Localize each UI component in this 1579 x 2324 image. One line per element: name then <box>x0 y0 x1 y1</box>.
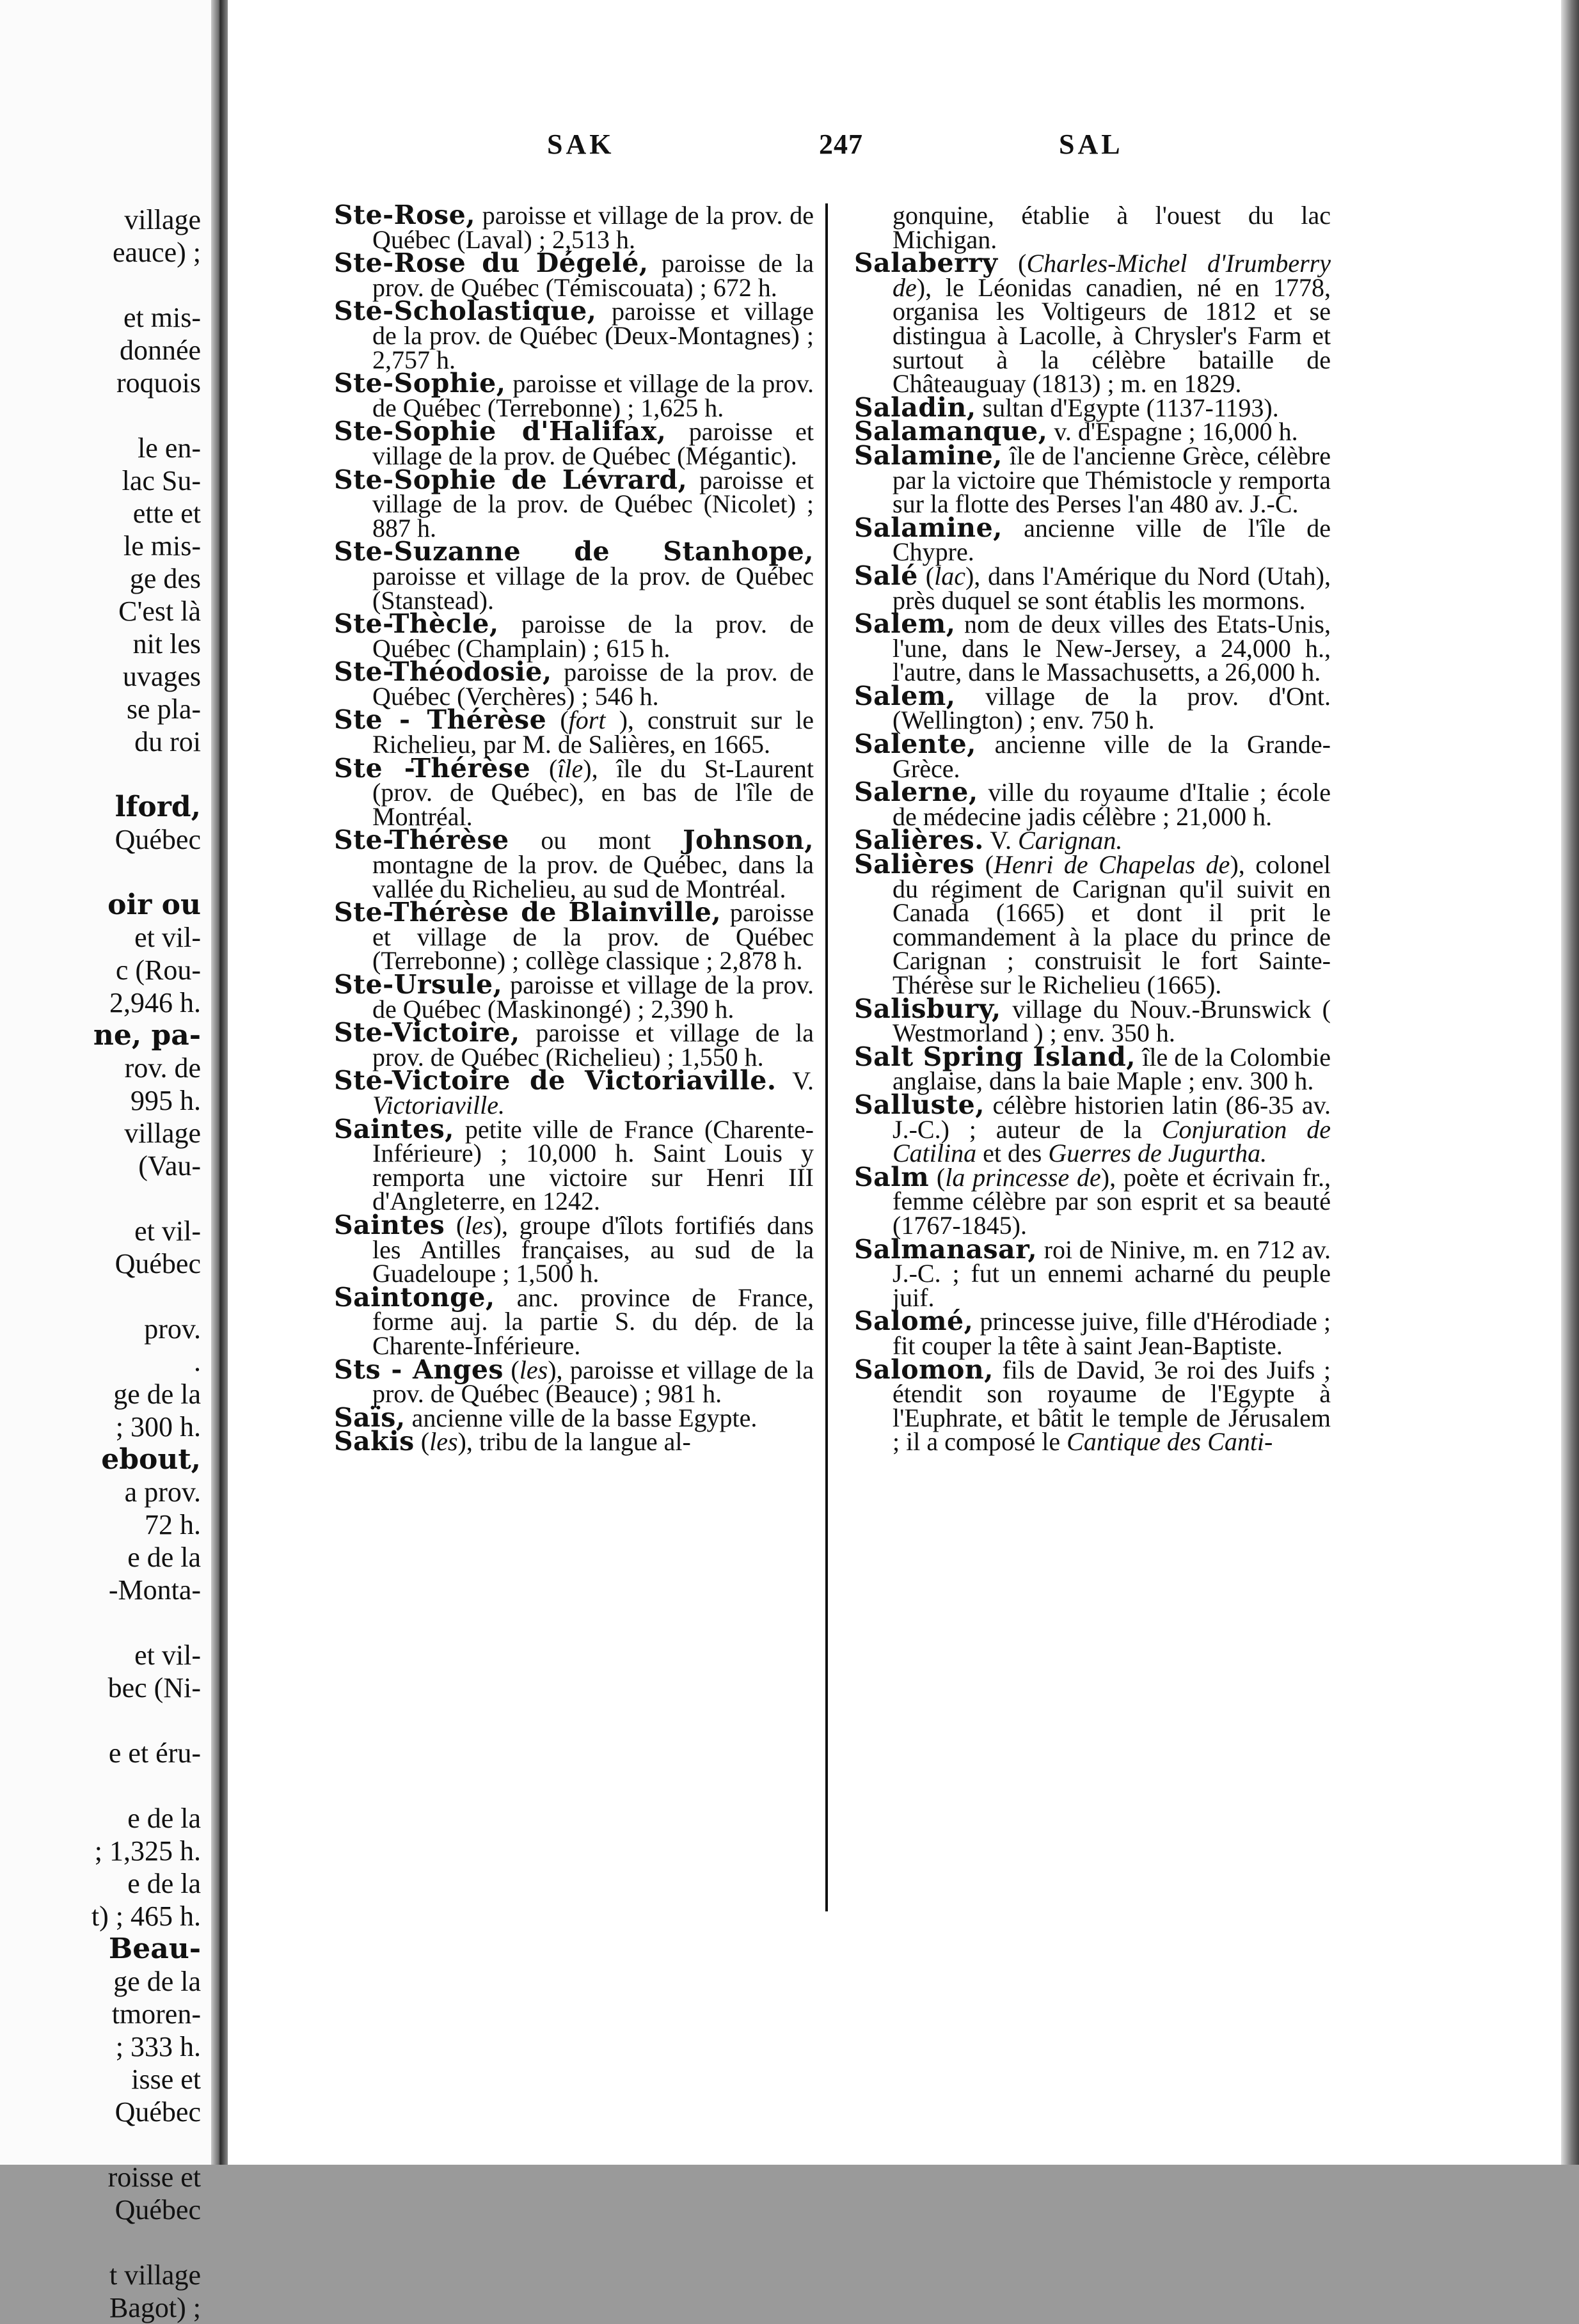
facing-page-line: e de la <box>127 1542 201 1573</box>
entry-headword: Ste-Rose du Dégelé, <box>334 248 649 279</box>
dictionary-entry <box>334 368 814 422</box>
facing-page-line: roquois <box>116 367 201 399</box>
dictionary-entry <box>334 1113 814 1216</box>
entry-text: célèbre historien latin (86-35 av. J.-C.) ; auteur de la <box>893 1090 1331 1144</box>
facing-page-line: (Vau- <box>138 1150 201 1182</box>
entry-text: ), dans l'Amérique du Nord (Utah), près duquel se sont établis les mormons. <box>893 561 1331 615</box>
facing-page-line: Québec <box>115 1248 201 1279</box>
facing-page-line: et vil- <box>134 922 201 953</box>
entry-text: ), construit sur le Richelieu, par M. de Salières, en 1665. <box>372 706 814 759</box>
entry-headword: Salluste, <box>854 1089 985 1120</box>
facing-page-line: isse et <box>131 2064 201 2095</box>
entry-headword: Ste-Victoire de Victoriaville. <box>334 1065 777 1096</box>
facing-page-line: ; 300 h. <box>115 1411 201 1443</box>
facing-page-line: le mis- <box>123 530 201 562</box>
entry-italic: Carignan. <box>1017 826 1123 855</box>
facing-page-line: ge de la <box>113 1966 201 1997</box>
entry-headword: Ste-Sophie de Lévrard, <box>334 464 688 495</box>
facing-page-fragment <box>0 0 211 2323</box>
dictionary-entry <box>854 849 1331 999</box>
guide-word-left: SAK <box>547 129 615 160</box>
dictionary-entry <box>334 296 814 374</box>
facing-page-line: 2,946 h. <box>109 987 201 1018</box>
dictionary-entry <box>854 560 1331 615</box>
entry-text: ou mont <box>509 826 683 855</box>
entry-headword: Ste-Scholastique, <box>334 296 597 327</box>
facing-page-line: village <box>124 1118 201 1149</box>
facing-page-line: eauce) ; <box>113 237 201 268</box>
entry-text: paroisse de la prov. de Québec (Verchères) ; 546 h. <box>372 658 814 711</box>
entry-text: gonquine, établie à l'ouest du lac Michigan. <box>893 201 1331 254</box>
entry-text: ( <box>546 706 569 735</box>
entry-text: ), le Léonidas canadien, né en 1778, organisa les Voltigeurs de 1812 et se distingua à Lacolle, à Chrysler's Farm et surtout à la célèbre bataille de Châteauguay (1813) ; m. en 1829. <box>893 273 1331 399</box>
facing-page-line: Bagot) ; <box>109 2292 201 2323</box>
entry-headword: Salomé, <box>854 1306 974 1337</box>
facing-page-line: Québec <box>115 2194 201 2225</box>
entry-italic: la princesse de <box>945 1162 1101 1192</box>
entry-text: nom de deux villes des Etats-Unis, l'une, dans le New-Jersey, a 24,000 h., l'autre, dans le Massachusetts, a 26,000 h. <box>893 610 1331 687</box>
facing-page-line: e de la <box>127 1868 201 1899</box>
entry-text: V. <box>983 826 1018 855</box>
entry-headword: Salerne, <box>854 777 978 808</box>
entry-headword: Ste-Sophie d'Halifax, <box>334 416 667 447</box>
facing-page-line <box>91 1769 201 1802</box>
facing-page-line: . <box>194 1346 201 1377</box>
entry-headword: Saintes <box>334 1209 445 1240</box>
facing-page-line: lford, <box>115 791 201 823</box>
dictionary-entry <box>334 608 814 663</box>
entry-text: ), île du St-Laurent (prov. de Québec), en bas de l'île de Montréal. <box>372 754 814 831</box>
dictionary-entry <box>334 1065 814 1119</box>
entry-text: village du Nouv.-Brunswick ( Westmorland ) ; env. 350 h. <box>893 994 1331 1048</box>
facing-page-line: a prov. <box>124 1476 201 1508</box>
entry-italic: Conjuration de Catilina <box>893 1114 1331 1168</box>
entry-text: paroisse et village de la prov. de Québec (Mégantic). <box>372 417 814 470</box>
entry-italic: Victoriaville. <box>372 1090 505 1119</box>
entry-text: ), colonel du régiment de Carignan qu'il suivit en Canada (1665) et dont il prit le commandement à la place du prince de Carignan ; construisit le fort Sainte-Thérèse sur le Richelieu (1665). <box>893 850 1331 999</box>
entry-headword: Salt Spring Island, <box>854 1041 1136 1072</box>
facing-page-line: nit les <box>132 628 201 660</box>
entry-text: paroisse de la prov. de Québec (Témiscouata) ; 672 h. <box>372 249 814 302</box>
entry-headword: Salières. <box>854 825 984 856</box>
entry-italic: les <box>464 1210 493 1240</box>
dictionary-entry <box>334 1354 814 1409</box>
entry-text: ville du royaume d'Italie ; école de médecine jadis célèbre ; 21,000 h. <box>893 778 1331 831</box>
dictionary-entry <box>334 969 814 1024</box>
facing-page-line: ; 333 h. <box>115 2031 201 2062</box>
entry-headword: Ste-Thérèse de Blainville, <box>334 897 722 928</box>
entry-text: ), tribu de la langue al- <box>457 1427 691 1457</box>
entry-headword: Ste-Suzanne de Stanhope, <box>334 536 814 567</box>
page-number: 247 <box>819 129 863 160</box>
dictionary-entry <box>334 536 814 615</box>
entry-headword: Salamine, <box>854 439 1003 471</box>
entry-headword: Saladin, <box>854 391 976 423</box>
facing-page-line: roisse et <box>107 2162 201 2193</box>
facing-page-line <box>91 1182 201 1215</box>
entry-text: v. d'Espagne ; 16,000 h. <box>1047 417 1298 447</box>
facing-page-line <box>91 399 201 432</box>
dictionary-entry <box>854 680 1331 735</box>
entry-headword: Salm <box>854 1161 930 1192</box>
entry-headword: Ste - Thérèse <box>334 704 547 736</box>
facing-page-text <box>91 203 201 2324</box>
facing-page-line: donnée <box>119 335 201 366</box>
entry-headword: Ste-Thècle, <box>334 608 499 640</box>
guide-word-right: SAL <box>1059 129 1123 160</box>
facing-page-line: ge des <box>129 563 201 594</box>
entry-headword: Ste-Victoire, <box>334 1017 520 1048</box>
book-gutter <box>211 0 228 2165</box>
dictionary-entry <box>854 439 1331 519</box>
facing-page-line: ge de la <box>113 1379 201 1410</box>
entry-text: île de l'ancienne Grèce, célèbre par la victoire que Thémistocle y remporta sur la flotte des Perses l'an 480 av. J.-C. <box>893 441 1331 519</box>
dictionary-entry <box>334 248 814 302</box>
dictionary-column-left <box>334 200 814 1457</box>
entry-headword: Salem, <box>854 608 956 640</box>
facing-page-line: oir ou <box>107 889 201 921</box>
dictionary-entry <box>854 993 1331 1048</box>
entry-headword: Salente, <box>854 729 976 760</box>
page-edge <box>1561 0 1579 2165</box>
entry-text: ( <box>504 1355 520 1384</box>
entry-text: roi de Ninive, m. en 712 av. J.-C. ; fut un ennemi acharné du peuple juif. <box>893 1235 1331 1312</box>
facing-page-line: e et éru- <box>108 1737 201 1769</box>
entry-text: petite ville de France (Charente-Inférieure) ; 10,000 h. Saint Louis y remporta une victoire sur Henri III d'Angleterre, en 1242. <box>372 1114 814 1216</box>
facing-page-line: et mis- <box>123 302 201 333</box>
facing-page-line: et vil- <box>134 1640 201 1671</box>
facing-page-line: ette et <box>132 498 201 529</box>
entry-italic: Guerres de Jugurtha. <box>1048 1139 1267 1168</box>
entry-text: montagne de la prov. de Québec, dans la vallée du Richelieu, au sud de Montréal. <box>372 850 814 903</box>
entry-text: ( <box>445 1210 465 1240</box>
entry-headword: Ste-Sophie, <box>334 368 506 399</box>
dictionary-entry <box>334 897 814 976</box>
facing-page-line <box>91 2128 201 2161</box>
entry-text: ( <box>929 1162 946 1192</box>
dictionary-entry <box>854 1354 1331 1457</box>
entry-headword: Salisbury, <box>854 993 1001 1024</box>
facing-page-line: Beau- <box>109 1933 201 1965</box>
entry-text: ), groupe d'îlots fortifiés dans les Antilles françaises, au sud de la Guadeloupe ; 1,500 h. <box>372 1210 814 1288</box>
facing-page-line <box>91 269 201 301</box>
entry-text: ( <box>997 249 1027 278</box>
facing-page-line: Québec <box>115 2096 201 2128</box>
entry-headword: Salières <box>854 849 975 880</box>
entry-text: princesse juive, fille d'Hérodiade ; fit couper la tête à saint Jean-Baptiste. <box>893 1307 1331 1360</box>
dictionary-column-right <box>854 201 1331 1457</box>
dictionary-entry <box>334 1209 814 1288</box>
facing-page-line <box>91 856 201 889</box>
entry-headword: Sts - Anges <box>334 1354 504 1385</box>
entry-text: paroisse et village de la prov. de Québec (Stanstead). <box>372 561 814 615</box>
facing-page-line: rov. de <box>124 1052 201 1084</box>
entry-headword: Salomon, <box>854 1354 994 1385</box>
dictionary-entry <box>334 200 814 254</box>
entry-text: ancienne ville de la Grande-Grèce. <box>893 730 1331 783</box>
facing-page-line: Québec <box>115 824 201 855</box>
entry-text: anc. province de France, forme auj. la partie S. du dép. de la Charente-Inférieure. <box>372 1283 814 1360</box>
entry-text: paroisse et village de la prov. de Québec (Laval) ; 2,513 h. <box>372 201 814 254</box>
entry-text: village de la prov. d'Ont. (Wellington) ; env. 750 h. <box>893 681 1331 735</box>
dictionary-entry <box>854 1161 1331 1240</box>
entry-text: paroisse et village de la prov. de Québec (Nicolet) ; 887 h. <box>372 465 814 542</box>
dictionary-entry <box>334 752 814 831</box>
entry-headword: Ste-Thérèse <box>334 825 509 856</box>
dictionary-entry <box>334 1017 814 1071</box>
entry-text: paroisse et village de la prov. de Québec (Richelieu) ; 1,550 h. <box>372 1018 814 1071</box>
entry-text: île de la Colombie anglaise, dans la baie Maple ; env. 300 h. <box>893 1042 1331 1096</box>
entry-italic: Charles-Michel d'Irumberry de <box>893 249 1331 302</box>
dictionary-entry <box>854 608 1331 687</box>
entry-italic: fort <box>568 706 606 735</box>
facing-page-line: uvages <box>122 661 201 692</box>
dictionary-entry <box>334 704 814 759</box>
entry-text: paroisse de la prov. de Québec (Champlain) ; 615 h. <box>372 610 814 663</box>
facing-page-line: e de la <box>127 1803 201 1834</box>
dictionary-entry <box>854 248 1331 399</box>
facing-page-line: -Monta- <box>108 1574 201 1606</box>
dictionary-entry <box>854 729 1331 783</box>
entry-headword: Salamanque, <box>854 416 1048 447</box>
entry-headword: Salem, <box>854 680 956 711</box>
entry-italic: les <box>519 1355 548 1384</box>
facing-page-line: t village <box>109 2259 201 2291</box>
entry-headword: Saintonge, <box>334 1281 495 1313</box>
facing-page-line: 995 h. <box>131 1085 201 1116</box>
entry-headword: Ste -Thérèse <box>334 752 531 784</box>
facing-page-line: ne, pa- <box>93 1019 201 1052</box>
facing-page-line: le en- <box>138 432 201 464</box>
entry-text: paroisse et village de la prov. de Québec (Terrebonne) ; 1,625 h. <box>372 369 814 422</box>
entry-headword: Ste-Rose, <box>334 200 476 230</box>
dictionary-entry <box>854 1306 1331 1360</box>
facing-page-line: et vil- <box>134 1215 201 1247</box>
entry-headword: Salaberry <box>854 248 998 279</box>
entry-italic: les <box>429 1427 458 1457</box>
facing-page-line: lac Su- <box>122 465 201 496</box>
dictionary-entry <box>854 201 1331 254</box>
entry-headword: Saïs, <box>334 1402 406 1433</box>
facing-page-line: 72 h. <box>145 1509 201 1540</box>
dictionary-entry <box>334 464 814 542</box>
facing-page-line: du roi <box>134 726 201 757</box>
entry-text: ancienne ville de la basse Egypte. <box>405 1403 758 1432</box>
entry-text: ( <box>530 754 558 783</box>
facing-page-line: prov. <box>144 1313 201 1345</box>
facing-page-line: village <box>124 204 201 235</box>
entry-text: paroisse et village de la prov. de Québec (Maskinongé) ; 2,390 h. <box>372 970 814 1024</box>
entry-italic: lac <box>934 561 965 590</box>
facing-page-line <box>91 1280 201 1313</box>
entry-headword: Ste-Ursule, <box>334 969 503 1000</box>
facing-page-line: bec (Ni- <box>107 1672 201 1703</box>
dictionary-entry <box>334 656 814 711</box>
facing-page-line: c (Rou- <box>115 954 201 986</box>
dictionary-entry <box>854 1041 1331 1096</box>
facing-page-line: C'est là <box>118 596 201 627</box>
entry-text: fils de David, 3e roi des Juifs ; étendit son royaume de l'Egypte à l'Euphrate, et bâtit le temple de Jérusalem ; il a composé le <box>893 1355 1331 1457</box>
facing-page-line: ebout, <box>101 1443 201 1476</box>
entry-text: ), poète et écrivain fr., femme célèbre par son esprit et sa beauté (1767-1845). <box>893 1162 1331 1240</box>
entry-headword: Salé <box>854 560 918 591</box>
entry-text: ( <box>917 561 935 590</box>
facing-page-line: ; 1,325 h. <box>94 1835 201 1867</box>
entry-text: V. <box>776 1066 814 1096</box>
dictionary-entry <box>854 1233 1331 1312</box>
entry-headword: Salamine, <box>854 512 1003 543</box>
facing-page-line <box>91 1606 201 1639</box>
entry-text: et des <box>976 1139 1049 1168</box>
facing-page-line <box>91 2226 201 2259</box>
dictionary-entry <box>334 416 814 470</box>
facing-page-line: t) ; 465 h. <box>91 1901 201 1932</box>
entry-headword: Sakis <box>334 1426 415 1457</box>
entry-headword: Johnson, <box>683 825 814 856</box>
dictionary-entry <box>854 777 1331 831</box>
entry-text: ancienne ville de l'île de Chypre. <box>893 513 1331 567</box>
entry-italic: Henri de Chapelas de <box>994 850 1230 880</box>
entry-italic: île <box>557 754 583 783</box>
entry-headword: Ste-Théodosie, <box>334 656 552 688</box>
entry-headword: Saintes, <box>334 1113 454 1144</box>
dictionary-entry <box>854 1089 1331 1168</box>
facing-page-line: tmoren- <box>111 1998 201 2030</box>
facing-page-line <box>91 758 201 791</box>
entry-text: paroisse et village de la prov. de Québec (Terrebonne) ; collège classique ; 2,878 h. <box>372 898 814 976</box>
dictionary-entry <box>854 512 1331 567</box>
facing-page-line <box>91 1704 201 1737</box>
entry-text: ( <box>414 1427 430 1457</box>
column-rule <box>825 203 828 1911</box>
dictionary-entry <box>334 1281 814 1360</box>
dictionary-entry <box>334 1426 814 1457</box>
entry-text: sultan d'Egypte (1137-1193). <box>976 393 1279 422</box>
entry-text: ), paroisse et village de la prov. de Québec (Beauce) ; 981 h. <box>372 1355 814 1409</box>
entry-text: ( <box>974 850 994 880</box>
dictionary-entry <box>334 825 814 903</box>
entry-headword: Salmanasar, <box>854 1233 1038 1265</box>
entry-text: paroisse et village de la prov. de Québec (Deux-Montagnes) ; 2,757 h. <box>372 297 814 374</box>
entry-italic: Cantique des Canti- <box>1067 1427 1273 1457</box>
facing-page-line: se pla- <box>126 693 201 725</box>
